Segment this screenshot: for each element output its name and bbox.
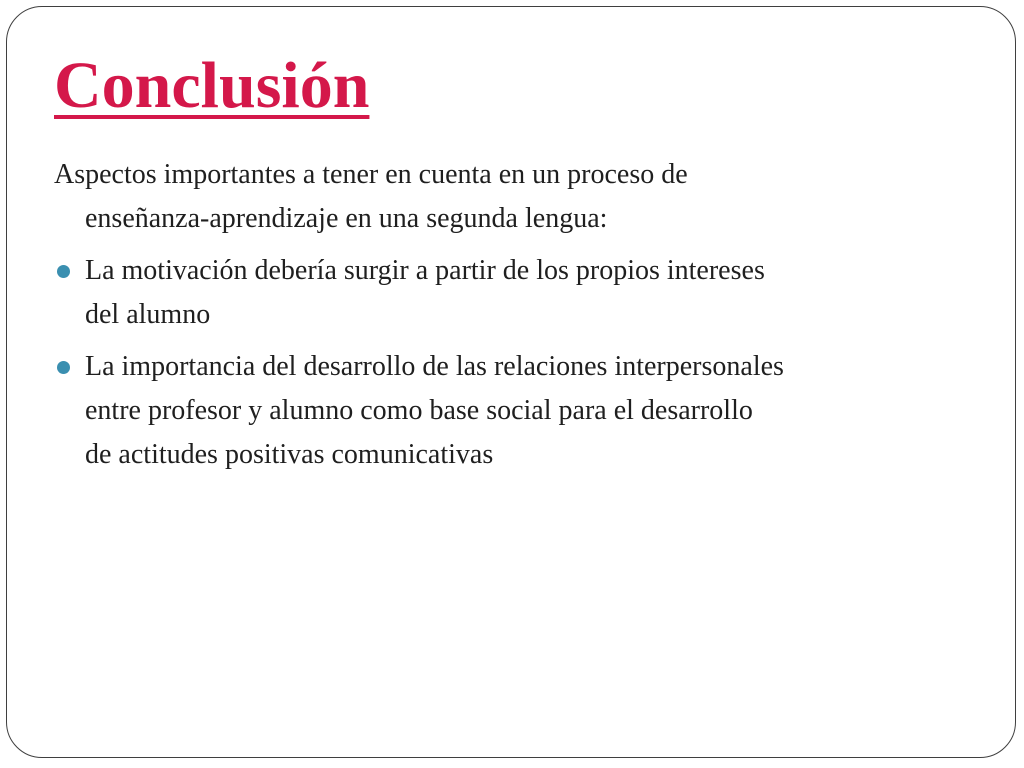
intro-paragraph: Aspectos importantes a tener en cuenta en un proceso de enseñanza-aprendizaje en una segunda lengua: bbox=[54, 159, 688, 234]
slide-body bbox=[54, 153, 784, 485]
bullet-item bbox=[54, 345, 784, 477]
bullet-item bbox=[54, 249, 784, 337]
slide-title: Conclusión bbox=[54, 49, 370, 122]
bullet-text: La motivación debería surgir a partir de los propios intereses del alumno bbox=[85, 255, 765, 330]
slide-frame bbox=[6, 6, 1016, 758]
bullet-dot-icon bbox=[57, 361, 70, 374]
bullet-dot-icon bbox=[57, 265, 70, 278]
bullet-text: La importancia del desarrollo de las relaciones interpersonales entre profesor y alumno como base social para el desarrollo de actitudes positivas comunicativas bbox=[85, 351, 784, 470]
bullet-list bbox=[54, 249, 784, 477]
